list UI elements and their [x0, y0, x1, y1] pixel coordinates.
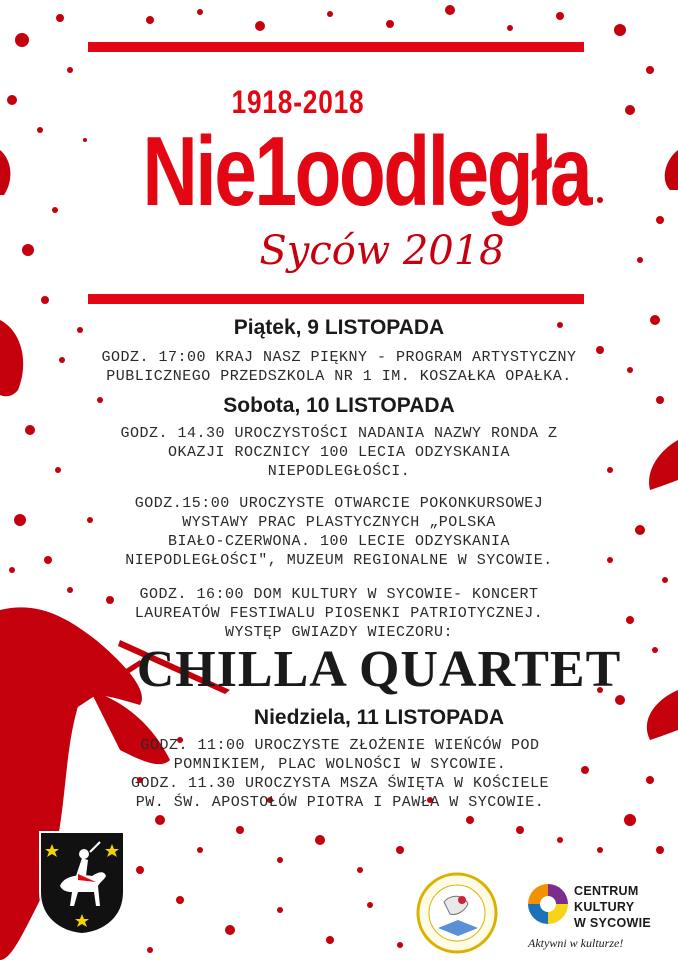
centrum-kultury-logo-icon — [526, 882, 570, 926]
centrum-line-2: KULTURY — [574, 900, 635, 914]
header-top-bar — [88, 42, 584, 52]
event-saturday-1600: GODZ. 16:00 DOM KULTURY W SYCOWIE- KONCERT LAUREATÓW FESTIWALU PIOSENKI PATRIOTYCZNEJ. WYSTĘP GWIAZDY WIECZORU: — [134, 586, 544, 641]
kindergarten-seal-icon — [416, 872, 498, 954]
event-saturday-1500: GODZ.15:00 UROCZYSTE OTWARCIE POKONKURSOWEJ WYSTAWY PRAC PLASTYCZNYCH „POLSKA BIAŁO-CZERWONA. 100 LECIE ODZYSKANIA NIEPODLEGŁOŚCI", MUZEUM REGIONALNE W SYCOWIE. — [125, 495, 553, 569]
day-heading-friday: Piątek, 9 LISTOPADA — [233, 316, 445, 339]
day-heading-saturday: Sobota, 10 LISTOPADA — [223, 394, 455, 417]
headliner-name: CHILLA QUARTET — [136, 641, 622, 698]
centrum-slogan: Aktywni w kulturze! — [528, 936, 624, 950]
header-subtitle: Syców 2018 — [259, 228, 505, 274]
header-bottom-bar — [88, 294, 584, 304]
day-heading-sunday: Niedziela, 11 LISTOPADA — [253, 706, 505, 729]
centrum-line-3: W SYCOWIE — [574, 916, 652, 930]
header-title: Nie1oodległa — [142, 116, 591, 226]
centrum-line-1: CENTRUM — [574, 884, 639, 898]
header-years: 1918-2018 — [231, 84, 365, 120]
event-saturday-1430: GODZ. 14.30 UROCZYSTOŚCI NADANIA NAZWY RONDA Z OKAZJI ROCZNICY 100 LECIA ODZYSKANIA NIEPODLEGŁOŚCI. — [120, 425, 558, 480]
centrum-kultury-logo — [518, 870, 678, 960]
event-sunday: GODZ. 11:00 UROCZYSTE ZŁOŻENIE WIEŃCÓW POD POMNIKIEM, PLAC WOLNOŚCI W SYCOWIE. GODZ. 11.30 UROCZYSTA MSZA ŚWIĘTA W KOŚCIELE PW. ŚW. APOSTOŁÓW PIOTRA I PAWŁA W SYCOWIE. — [130, 737, 550, 811]
event-friday-1700: GODZ. 17:00 KRAJ NASZ PIĘKNY - PROGRAM ARTYSTYCZNY PUBLICZNEGO PRZEDSZKOLA NR 1 IM. KOSZAŁKA OPAŁKA. — [101, 349, 577, 385]
header-banner — [88, 52, 591, 294]
sycow-coat-of-arms-icon — [38, 830, 126, 936]
